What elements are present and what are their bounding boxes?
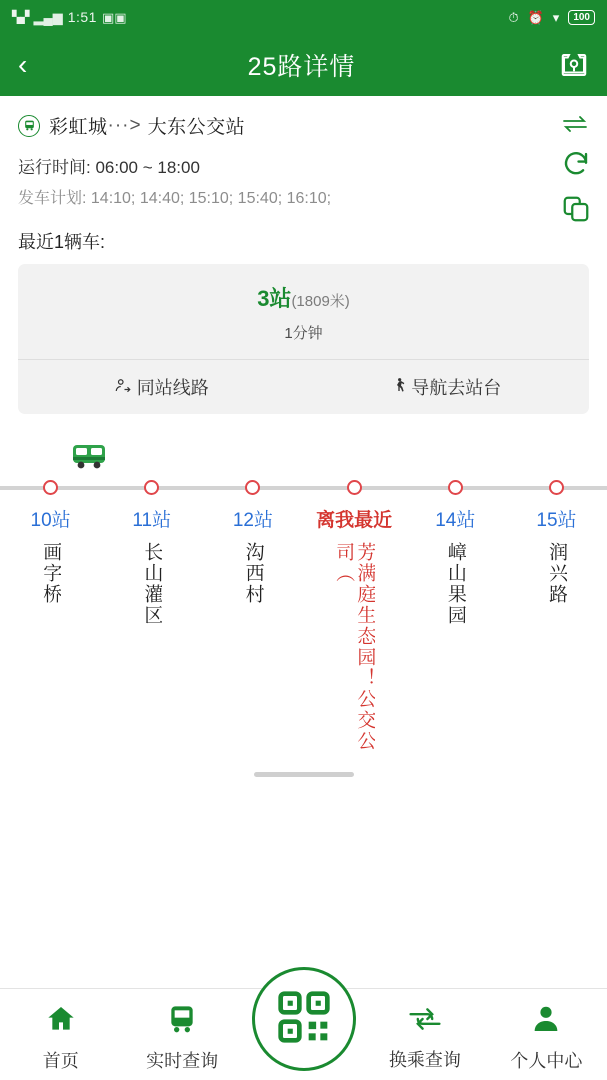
bus-icon (166, 1003, 198, 1040)
stop-index: 15站 (536, 510, 577, 531)
clock-icon: ⏰ (527, 9, 544, 25)
stop-name: 画字桥 (40, 542, 62, 605)
alarm-icon: ⏱ (508, 9, 519, 25)
page-title: 25路详情 (247, 53, 356, 81)
nav-item-home[interactable] (0, 989, 121, 1080)
person-icon (530, 1003, 562, 1040)
route-info-block (0, 143, 607, 208)
bus-circle-icon (18, 115, 40, 137)
route-destination: 大东公交站 (147, 117, 246, 138)
stop-dot (448, 480, 463, 495)
navigate-to-station-button[interactable] (304, 360, 590, 414)
stops-distance: (1809米) (291, 293, 350, 310)
nearest-bus-summary (18, 264, 589, 359)
sim-icon: ▣▣ (101, 9, 127, 25)
transfer-icon (407, 1004, 443, 1039)
stop-name: 沟西村 (242, 542, 264, 605)
card-actions (18, 360, 589, 414)
stop-name: 长山灌区 (141, 542, 163, 626)
route-timeline[interactable] (0, 442, 607, 988)
timeline-stop[interactable] (405, 442, 506, 772)
nav-label-profile: 个人中心 (510, 1050, 583, 1071)
qr-scan-button[interactable] (252, 967, 356, 1071)
signal-icon: ▚▞ (12, 10, 29, 24)
navigate-label: 导航去站台 (411, 378, 502, 398)
timeline-stop[interactable] (0, 442, 101, 772)
stop-index: 离我最近 (316, 510, 393, 531)
stop-index: 11站 (132, 510, 172, 531)
stop-dot (245, 480, 260, 495)
stop-dot (549, 480, 564, 495)
nav-item-profile[interactable] (486, 989, 607, 1080)
route-direction-arrow: ···> (107, 114, 142, 136)
home-icon (44, 1003, 78, 1040)
info-action-icons (561, 149, 591, 229)
stop-name: 嶂山果园 (444, 542, 466, 626)
nav-item-realtime[interactable] (121, 989, 242, 1080)
nearest-bus-card (18, 264, 589, 414)
stop-index: 10站 (30, 510, 71, 531)
status-bar-right (508, 10, 595, 25)
stop-index: 14站 (435, 510, 476, 531)
route-origin: 彩虹城 (49, 117, 108, 138)
signal-bars-icon: ▂▄▆ (33, 9, 63, 25)
eta-minutes: 1分钟 (284, 325, 323, 342)
same-station-label: 同站线路 (136, 378, 209, 398)
status-bar-left (12, 9, 127, 25)
scroll-indicator[interactable] (254, 772, 354, 777)
wifi-icon: ▾ (552, 9, 560, 25)
departure-plan-text: 发车计划: 14:10; 14:40; 15:10; 15:40; 16:10; (18, 190, 332, 207)
status-bar (0, 0, 607, 34)
qr-scan-icon (276, 989, 332, 1050)
route-header (0, 96, 607, 143)
stop-dot (347, 480, 362, 495)
refresh-icon[interactable] (561, 149, 591, 184)
same-station-icon (113, 376, 133, 399)
title-bar (0, 34, 607, 96)
timeline-stops (0, 442, 607, 772)
nearest-bus-label: 最近1辆车: (18, 232, 106, 252)
timeline-stop[interactable] (101, 442, 202, 772)
stop-name: 润兴路 (546, 542, 568, 605)
battery-badge: 100 (568, 10, 595, 25)
timeline-stop[interactable] (202, 442, 303, 772)
copy-icon[interactable] (561, 194, 591, 229)
walk-icon (391, 375, 407, 400)
swap-direction-icon[interactable] (561, 114, 589, 138)
status-time: 1:51 (67, 9, 97, 25)
stop-dot (43, 480, 58, 495)
back-arrow-icon[interactable]: ‹ (18, 49, 28, 80)
run-time-text: 运行时间: 06:00 ~ 18:00 (18, 158, 200, 177)
stops-count: 3站 (257, 286, 292, 311)
nav-label-transfer: 换乘查询 (388, 1049, 461, 1070)
nav-label-home: 首页 (42, 1050, 79, 1071)
map-pin-icon[interactable] (551, 50, 589, 80)
bottom-nav (0, 988, 607, 1080)
nav-label-realtime: 实时查询 (146, 1050, 219, 1071)
same-station-lines-button[interactable] (18, 360, 304, 414)
timeline-stop-nearest[interactable] (304, 442, 405, 772)
timeline-stop[interactable] (506, 442, 607, 772)
stop-index: 12站 (232, 510, 273, 531)
stop-name: 芳满庭生态园！公交公司（ (333, 542, 376, 752)
nav-item-transfer[interactable] (364, 989, 485, 1080)
stop-dot (144, 480, 159, 495)
